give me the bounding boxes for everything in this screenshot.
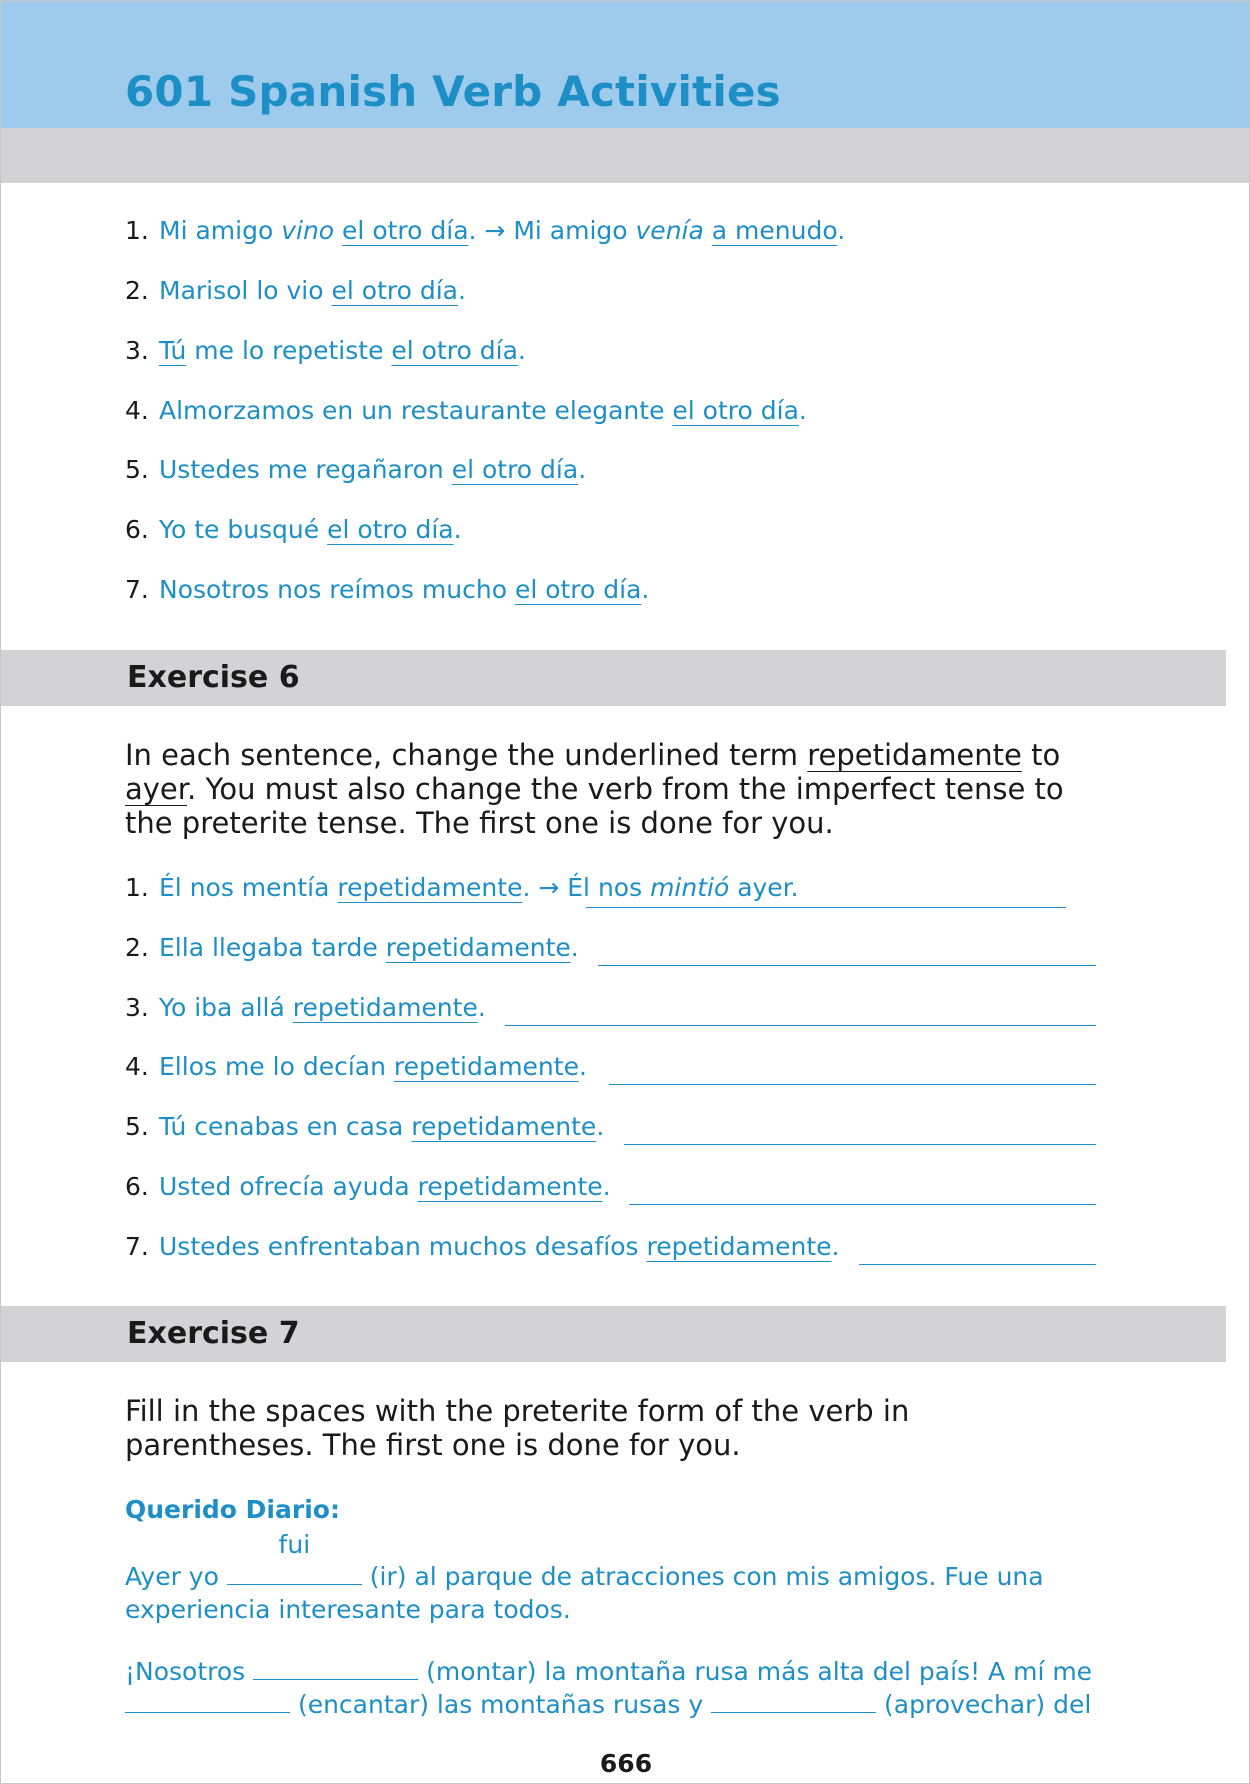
header-band [1, 128, 1250, 183]
answer-line-6[interactable] [629, 1178, 1096, 1205]
exercise-7-instructions: Fill in the spaces with the preterite form of the verb in parentheses. The first one is done for you. [125, 1394, 910, 1462]
answer-line-1 [586, 881, 1066, 908]
ex6-item-6: 6. Usted ofrecía ayuda repetidamente. [125, 1172, 611, 1201]
page-header [1, 1, 1250, 128]
exercise-6-title: Exercise 6 [127, 660, 300, 695]
exercise-6-instructions: In each sentence, change the underlined term repetidamente to ayer. You must also change the verb from the imperfect tense to the preterite tense. The first one is done for you. [125, 738, 1064, 840]
exercise-7-header [1, 1306, 1226, 1362]
answer-line-3[interactable] [505, 999, 1096, 1026]
answer-line-7[interactable] [859, 1238, 1096, 1265]
ex5-item-3: 3. Tú me lo repetiste el otro día. [125, 336, 526, 365]
ex5-item-4: 4. Almorzamos en un restaurante elegante el otro día. [125, 396, 807, 425]
ex6-item-1: 1. Él nos mentía repetidamente. → Él nos mintió ayer. [125, 873, 799, 902]
ex6-item-7: 7. Ustedes enfrentaban muchos desafíos repetidamente. [125, 1232, 840, 1261]
exercise-6-header [1, 650, 1226, 706]
ex5-item-5: 5. Ustedes me regañaron el otro día. [125, 455, 587, 484]
diary-blank-4[interactable] [711, 1688, 876, 1713]
diary-paragraph-1: Ayer yo fui (ir) al parque de atracciones con mis amigos. Fue una experiencia interesante para todos. [125, 1530, 1044, 1624]
diary-blank-2[interactable] [253, 1655, 418, 1680]
ex5-item-1: 1. Mi amigo vino el otro día. → Mi amigo venía a menudo. [125, 216, 846, 245]
ex5-item-2: 2. Marisol lo vio el otro día. [125, 276, 466, 305]
page-number: 666 [599, 1749, 653, 1778]
diary-blank-3[interactable] [125, 1688, 290, 1713]
book-title: 601 Spanish Verb Activities [125, 67, 781, 116]
ex6-item-5: 5. Tú cenabas en casa repetidamente. [125, 1112, 605, 1141]
answer-line-5[interactable] [624, 1118, 1096, 1145]
exercise-7-title: Exercise 7 [127, 1316, 300, 1351]
ex6-item-4: 4. Ellos me lo decían repetidamente. [125, 1052, 587, 1081]
ex5-item-6: 6. Yo te busqué el otro día. [125, 515, 462, 544]
diary-heading: Querido Diario: [125, 1495, 340, 1524]
ex5-item-7: 7. Nosotros nos reímos mucho el otro día. [125, 575, 650, 604]
ex6-item-2: 2. Ella llegaba tarde repetidamente. [125, 933, 579, 962]
diary-answer-1: fui [278, 1530, 311, 1559]
answer-line-4[interactable] [609, 1058, 1096, 1085]
diary-paragraph-2: ¡Nosotros (montar) la montaña rusa más alta del país! A mí me (encantar) las montañas rusas y (aprovechar) del [125, 1657, 1093, 1719]
ex6-item-3: 3. Yo iba allá repetidamente. [125, 993, 486, 1022]
answer-line-2[interactable] [598, 939, 1096, 966]
diary-blank-1 [227, 1530, 362, 1585]
